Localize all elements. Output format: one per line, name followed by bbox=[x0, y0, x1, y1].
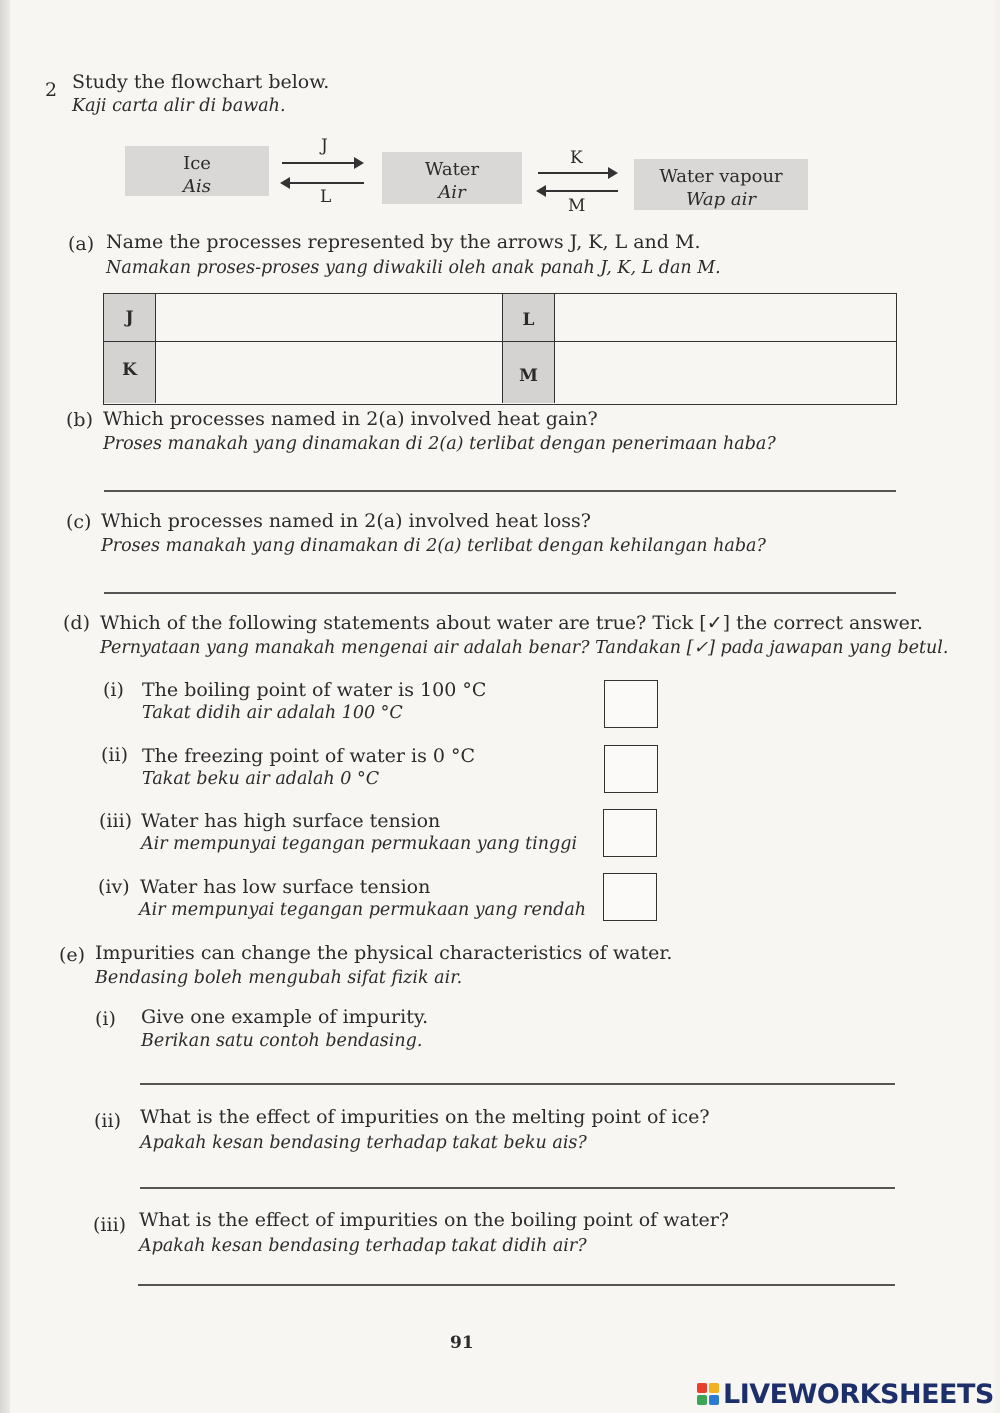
part-c-label: (c) bbox=[66, 511, 92, 533]
arrow-j-label: J bbox=[321, 136, 328, 156]
flowchart-box-water bbox=[382, 152, 522, 204]
arrow-l-label: L bbox=[320, 187, 332, 207]
part-b-question: Which processes named in 2(a) involved heat gain? bbox=[103, 408, 598, 430]
arrow-m-label: M bbox=[568, 196, 586, 216]
page-number: 91 bbox=[450, 1333, 474, 1353]
part-a-question-malay: Namakan proses-proses yang diwakili oleh anak panah J, K, L dan M. bbox=[106, 258, 721, 278]
tick-box-2[interactable] bbox=[604, 745, 658, 793]
arrow-j bbox=[282, 162, 362, 164]
d-item-3-text: Water has high surface tension bbox=[141, 810, 441, 832]
box-vapour-label: Water vapour bbox=[659, 166, 783, 187]
part-b-label: (b) bbox=[66, 409, 93, 431]
arrow-m bbox=[538, 190, 618, 192]
box-ais-label: Ais bbox=[183, 176, 211, 197]
answer-line-e3[interactable] bbox=[138, 1284, 895, 1286]
table-label-k: K bbox=[104, 342, 156, 403]
e-item-1-question: Give one example of impurity. bbox=[141, 1006, 429, 1028]
tick-box-3[interactable] bbox=[603, 809, 657, 857]
d-item-4-text: Water has low surface tension bbox=[140, 876, 431, 898]
answer-line-e2[interactable] bbox=[140, 1187, 895, 1189]
d-item-1-number: (i) bbox=[103, 679, 124, 701]
flowchart-box-vapour bbox=[634, 159, 808, 210]
answer-line-e1[interactable] bbox=[140, 1083, 895, 1085]
e-item-2-question-malay: Apakah kesan bendasing terhadap takat beku ais? bbox=[140, 1133, 587, 1153]
answer-cell-l[interactable] bbox=[555, 294, 896, 342]
d-item-4-text-malay: Air mempunyai tegangan permukaan yang rendah bbox=[139, 900, 587, 920]
answer-line-b[interactable] bbox=[104, 490, 896, 492]
e-item-3-number: (iii) bbox=[93, 1214, 127, 1236]
d-item-2-number: (ii) bbox=[101, 744, 128, 766]
d-item-4-number: (iv) bbox=[98, 876, 130, 898]
e-item-2-question: What is the effect of impurities on the melting point of ice? bbox=[140, 1106, 710, 1128]
e-item-3-question: What is the effect of impurities on the boiling point of water? bbox=[139, 1209, 729, 1231]
answer-cell-m[interactable] bbox=[555, 342, 896, 403]
tick-box-1[interactable] bbox=[604, 680, 658, 728]
d-item-3-text-malay: Air mempunyai tegangan permukaan yang tinggi bbox=[141, 834, 578, 854]
question-number: 2 bbox=[45, 79, 58, 101]
answer-cell-k[interactable] bbox=[156, 342, 503, 403]
part-c-question-malay: Proses manakah yang dinamakan di 2(a) terlibat dengan kehilangan haba? bbox=[101, 536, 766, 556]
part-b-question-malay: Proses manakah yang dinamakan di 2(a) terlibat dengan penerimaan haba? bbox=[103, 434, 776, 454]
tick-box-4[interactable] bbox=[603, 873, 657, 921]
d-item-1-text: The boiling point of water is 100 °C bbox=[142, 679, 487, 701]
brand-text: LIVEWORKSHEETS bbox=[723, 1378, 994, 1410]
part-d-label: (d) bbox=[63, 612, 90, 634]
e-item-1-number: (i) bbox=[95, 1008, 116, 1030]
table-label-l: L bbox=[503, 294, 555, 342]
part-d-question: Which of the following statements about water are true? Tick [✓] the correct answer. bbox=[100, 612, 923, 634]
table-label-j: J bbox=[104, 294, 156, 342]
answer-table bbox=[103, 293, 897, 405]
box-ice-label: Ice bbox=[183, 153, 211, 174]
part-d-question-malay: Pernyataan yang manakah mengenai air adalah benar? Tandakan [✓] pada jawapan yang betul. bbox=[100, 638, 949, 658]
d-item-1-text-malay: Takat didih air adalah 100 °C bbox=[142, 703, 403, 723]
d-item-3-number: (iii) bbox=[99, 810, 133, 832]
part-e-label: (e) bbox=[59, 944, 86, 966]
liveworksheets-logo bbox=[697, 1378, 994, 1410]
answer-line-c[interactable] bbox=[104, 592, 896, 594]
intro-english: Study the flowchart below. bbox=[72, 71, 330, 93]
box-wap-label: Wap air bbox=[685, 189, 756, 210]
table-label-m: M bbox=[503, 342, 555, 403]
box-water-label: Water bbox=[424, 159, 480, 180]
arrow-k bbox=[538, 172, 616, 174]
e-item-3-question-malay: Apakah kesan bendasing terhadap takat didih air? bbox=[139, 1236, 587, 1256]
part-a-label: (a) bbox=[68, 233, 95, 255]
brand-grid-icon bbox=[697, 1383, 719, 1405]
part-a-question: Name the processes represented by the arrows J, K, L and M. bbox=[106, 231, 701, 253]
box-air-label: Air bbox=[438, 182, 466, 203]
part-e-statement-malay: Bendasing boleh mengubah sifat fizik air. bbox=[95, 968, 463, 988]
e-item-1-question-malay: Berikan satu contoh bendasing. bbox=[141, 1031, 423, 1051]
page-edge-shadow bbox=[0, 0, 10, 1413]
intro-malay: Kaji carta alir di bawah. bbox=[72, 96, 286, 116]
part-e-statement: Impurities can change the physical characteristics of water. bbox=[95, 942, 673, 964]
answer-cell-j[interactable] bbox=[156, 294, 503, 342]
d-item-2-text: The freezing point of water is 0 °C bbox=[142, 745, 476, 767]
part-c-question: Which processes named in 2(a) involved heat loss? bbox=[101, 510, 591, 532]
arrow-k-label: K bbox=[570, 148, 583, 168]
arrow-l bbox=[282, 182, 364, 184]
d-item-2-text-malay: Takat beku air adalah 0 °C bbox=[142, 769, 380, 789]
e-item-2-number: (ii) bbox=[94, 1110, 121, 1132]
flowchart-box-ice bbox=[125, 146, 269, 196]
